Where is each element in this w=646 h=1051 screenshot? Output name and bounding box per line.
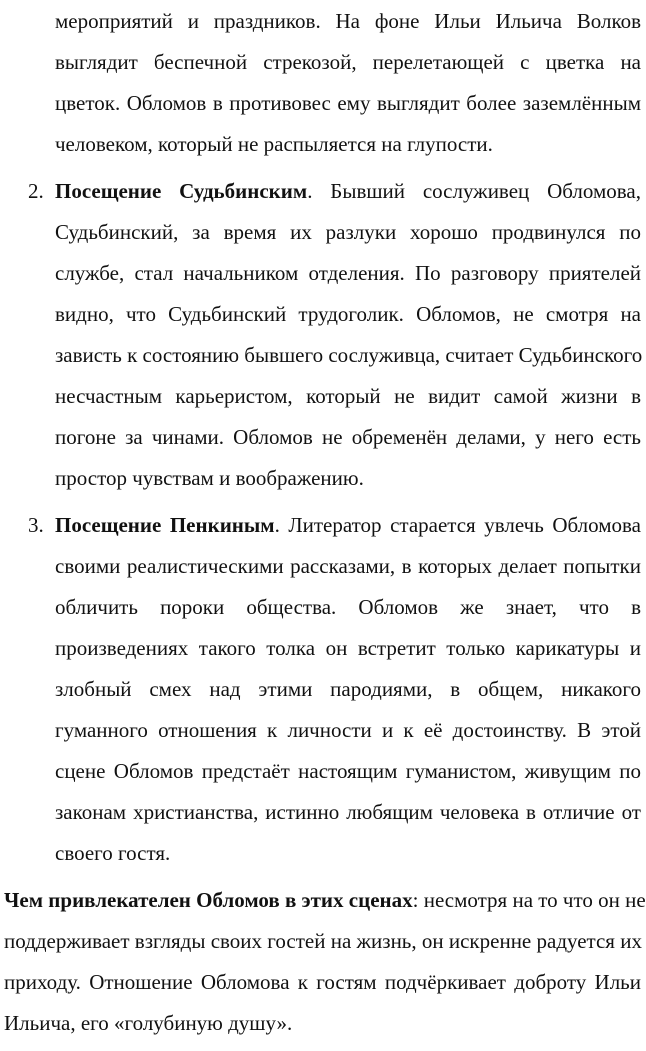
paragraph-line: мероприятий и праздников. На фоне Ильи Ильича Волков (55, 9, 641, 33)
paragraph-line: обличить пороки общества. Обломов же знает, что в (55, 595, 641, 619)
paragraph-line: злобный смех над этими пародиями, в общем, никакого (55, 677, 641, 701)
summary-first-line (4, 885, 646, 915)
list-item-text: . Бывший сослуживец Обломова, (307, 179, 642, 203)
paragraph-line: законам христианства, истинно любящим человека в отличие от (55, 800, 641, 824)
list-number: 3. (28, 513, 44, 537)
paragraph-line: гуманного отношения к личности и к её достоинству. В этой (55, 718, 641, 742)
list-item-title: Посещение Пенкиным (55, 513, 275, 537)
summary-text: : несмотря на то что он не (412, 888, 646, 912)
paragraph-line: цветок. Обломов в противовес ему выглядит более заземлённым (55, 91, 641, 115)
paragraph-line: приходу. Отношение Обломова к гостям подчёркивает доброту Ильи (4, 970, 641, 994)
paragraph-line: своего гостя. (55, 841, 171, 865)
paragraph-line: своими реалистическими рассказами, в которых делает попытки (55, 554, 641, 578)
paragraph-line: поддерживает взгляды своих гостей на жизнь, он искренне радуется их (4, 929, 642, 953)
paragraph-line: произведениях такого толка он встретит только карикатуры и (55, 636, 641, 660)
paragraph-line: простор чувствам и воображению. (55, 466, 364, 490)
paragraph-line: видно, что Судьбинский трудоголик. Обломов, не смотря на (55, 302, 641, 326)
list-item-first-line (55, 176, 641, 206)
paragraph-line: выглядит беспечной стрекозой, перелетающей с цветка на (55, 50, 641, 74)
paragraph-line: службе, стал начальником отделения. По разговору приятелей (55, 261, 641, 285)
paragraph-line: Судьбинский, за время их разлуки хорошо продвинулся по (55, 220, 641, 244)
list-item-text: . Литератор старается увлечь Обломова (274, 513, 641, 537)
paragraph-line: несчастным карьеристом, который не видит самой жизни в (55, 384, 641, 408)
paragraph-line: Ильича, его «голубиную душу». (4, 1011, 293, 1035)
list-number: 2. (28, 179, 44, 203)
paragraph-line: зависть к состоянию бывшего сослуживца, считает Судьбинского (55, 343, 643, 367)
paragraph-line: сцене Обломов предстаёт настоящим гуманистом, живущим по (55, 759, 641, 783)
paragraph-line: погоне за чинами. Обломов не обременён делами, у него есть (55, 425, 641, 449)
paragraph-line: человеком, который не распыляется на глупости. (55, 132, 493, 156)
summary-title: Чем привлекателен Обломов в этих сценах (4, 888, 413, 912)
list-item-title: Посещение Судьбинским (55, 179, 308, 203)
list-item-first-line (55, 510, 641, 540)
